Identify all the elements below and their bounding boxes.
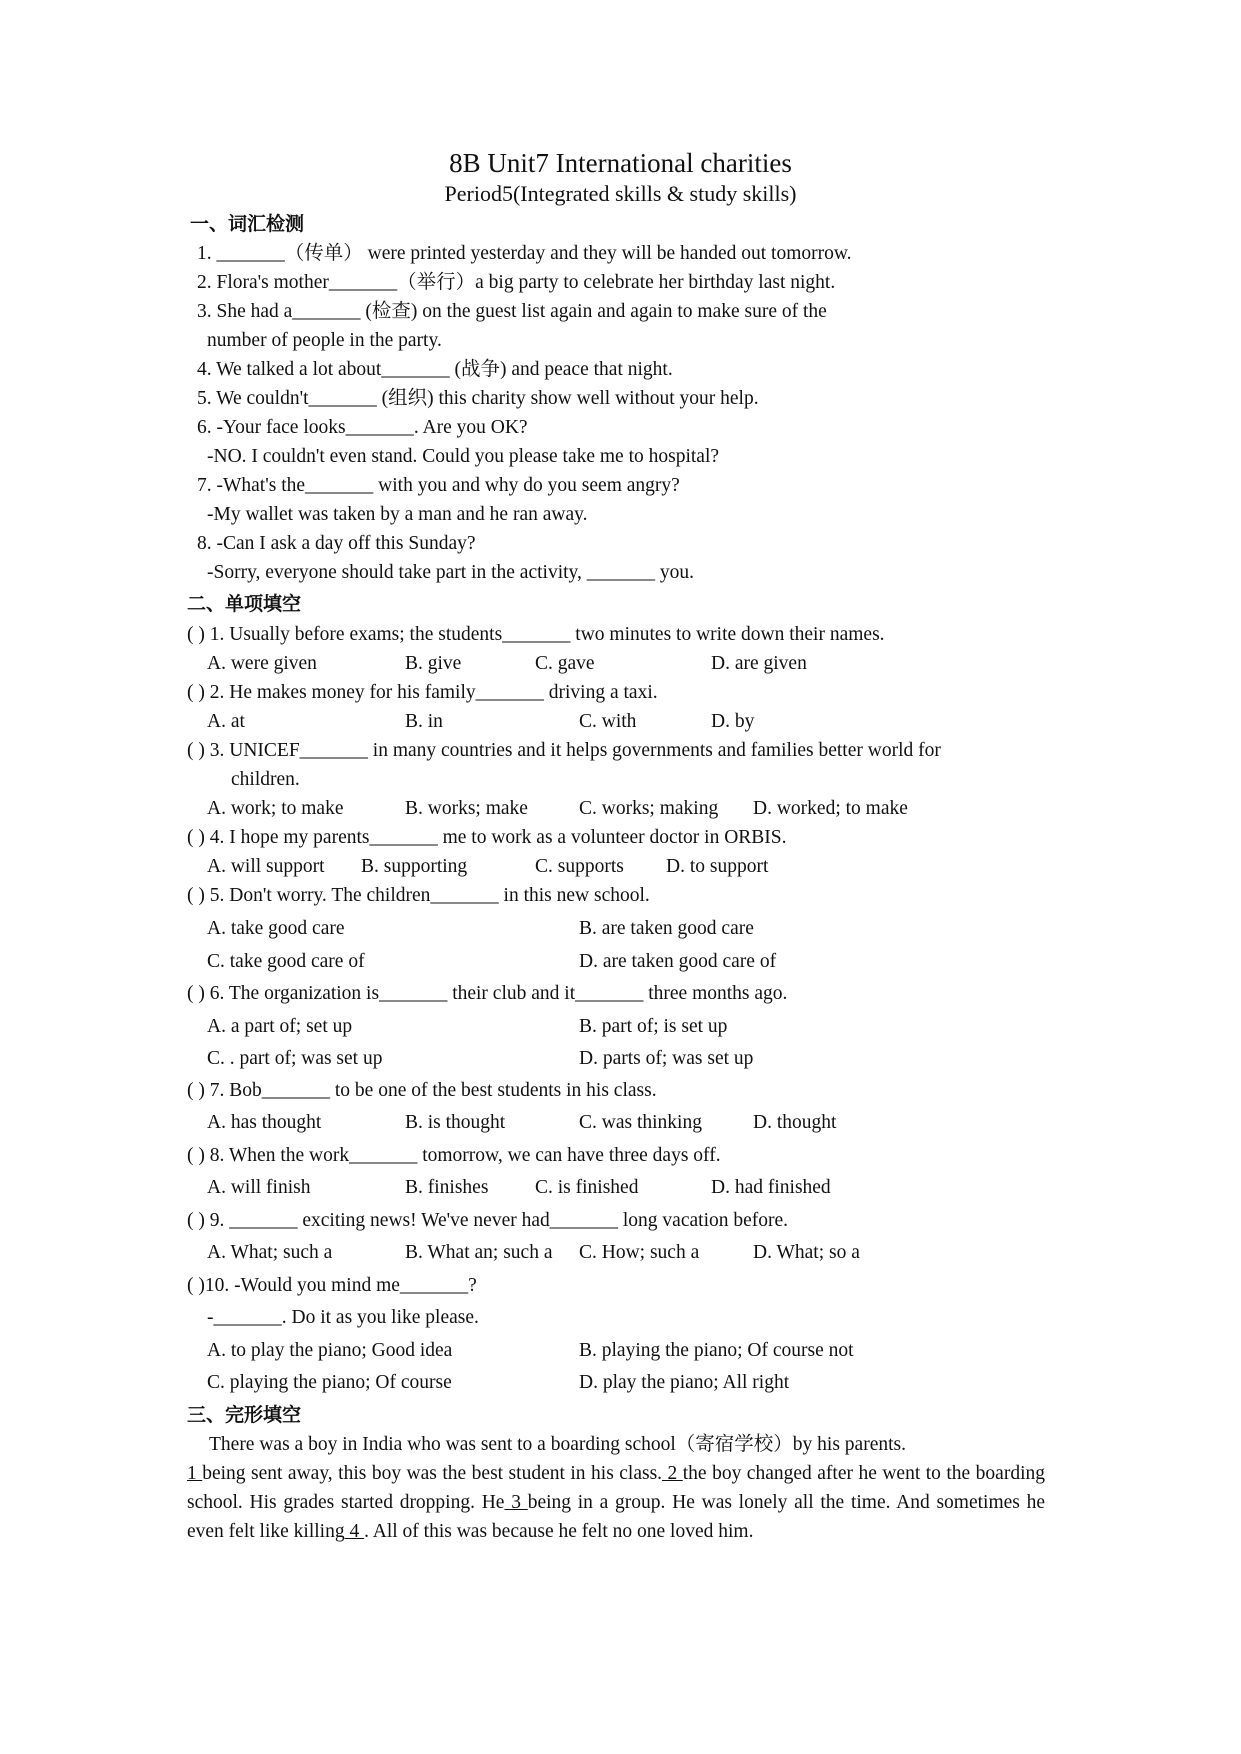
mc-q3-option-d: D. worked; to make — [753, 798, 908, 819]
mc-q8-option-b: B. finishes — [405, 1177, 489, 1198]
mc-q6-option-d: D. parts of; was set up — [579, 1048, 754, 1069]
mc-question-6: ( ) 6. The organization is_______ their club and it_______ three months ago. — [187, 983, 788, 1004]
vocab-item-7: 7. -What's the_______ with you and why do you seem angry? — [197, 475, 680, 496]
mc-q9-option-a: A. What; such a — [207, 1242, 333, 1263]
page-subtitle: Period5(Integrated skills & study skills) — [444, 181, 797, 206]
mc-q1-option-c: C. gave — [535, 653, 595, 674]
cloze-blank-1: 1 — [187, 1463, 203, 1484]
mc-q5-option-a: A. take good care — [207, 918, 345, 939]
mc-question-10-reply: -_______. Do it as you like please. — [207, 1307, 479, 1328]
vocab-item-8: 8. -Can I ask a day off this Sunday? — [197, 533, 476, 554]
mc-question-4: ( ) 4. I hope my parents_______ me to work as a volunteer doctor in ORBIS. — [187, 827, 787, 848]
mc-q6-option-b: B. part of; is set up — [579, 1016, 728, 1037]
mc-q7-option-c: C. was thinking — [579, 1112, 702, 1133]
page-title: 8B Unit7 International charities — [449, 148, 792, 178]
cloze-passage — [187, 1459, 1045, 1546]
mc-question-10: ( )10. -Would you mind me_______? — [187, 1275, 477, 1296]
section-heading-cloze: 三、完形填空 — [187, 1404, 302, 1426]
mc-q8-option-c: C. is finished — [535, 1177, 639, 1198]
mc-q5-option-c: C. take good care of — [207, 951, 365, 972]
mc-q2-option-a: A. at — [207, 711, 245, 732]
mc-q10-option-c: C. playing the piano; Of course — [207, 1372, 452, 1393]
mc-q7-option-d: D. thought — [753, 1112, 837, 1133]
mc-q4-option-a: A. will support — [207, 856, 325, 877]
vocab-item-3-cont: number of people in the party. — [207, 330, 442, 351]
vocab-item-8-reply: -Sorry, everyone should take part in the activity, _______ you. — [207, 562, 695, 583]
mc-q7-option-a: A. has thought — [207, 1112, 322, 1133]
mc-question-2: ( ) 2. He makes money for his family_______ driving a taxi. — [187, 682, 658, 703]
mc-question-1: ( ) 1. Usually before exams; the students_______ two minutes to write down their names. — [187, 624, 885, 645]
mc-q6-option-c: C. . part of; was set up — [207, 1048, 383, 1069]
mc-q10-option-d: D. play the piano; All right — [579, 1372, 790, 1393]
vocab-item-6-reply: -NO. I couldn't even stand. Could you please take me to hospital? — [207, 446, 720, 467]
mc-q9-option-c: C. How; such a — [579, 1242, 700, 1263]
vocab-item-6: 6. -Your face looks_______. Are you OK? — [197, 417, 528, 438]
mc-question-3: ( ) 3. UNICEF_______ in many countries and it helps governments and families better world for — [187, 740, 941, 761]
mc-q10-option-a: A. to play the piano; Good idea — [207, 1340, 453, 1361]
mc-q3-option-c: C. works; making — [579, 798, 719, 819]
mc-q2-option-c: C. with — [579, 711, 637, 732]
mc-question-5: ( ) 5. Don't worry. The children_______ in this new school. — [187, 885, 650, 906]
mc-q6-option-a: A. a part of; set up — [207, 1016, 353, 1037]
cloze-blank-4: 4 — [344, 1521, 365, 1542]
mc-q3-option-b: B. works; make — [405, 798, 528, 819]
mc-question-8: ( ) 8. When the work_______ tomorrow, we can have three days off. — [187, 1145, 721, 1166]
mc-q10-option-b: B. playing the piano; Of course not — [579, 1340, 854, 1361]
mc-q1-option-a: A. were given — [207, 653, 317, 674]
mc-q4-option-c: C. supports — [535, 856, 624, 877]
vocab-item-1: 1. _______（传单） were printed yesterday and they will be handed out tomorrow. — [197, 243, 852, 264]
cloze-blank-2: 2 — [662, 1463, 683, 1484]
mc-question-3-cont: children. — [231, 769, 300, 790]
mc-q2-option-b: B. in — [405, 711, 443, 732]
mc-q1-option-b: B. give — [405, 653, 462, 674]
mc-q4-option-d: D. to support — [666, 856, 769, 877]
mc-q9-option-d: D. What; so a — [753, 1242, 860, 1263]
vocab-item-7-reply: -My wallet was taken by a man and he ran away. — [207, 504, 588, 525]
mc-question-7: ( ) 7. Bob_______ to be one of the best students in his class. — [187, 1080, 657, 1101]
mc-q7-option-b: B. is thought — [405, 1112, 506, 1133]
vocab-item-5: 5. We couldn't_______ (组织) this charity show well without your help. — [197, 388, 759, 409]
cloze-text-2: the boy changed after he went to the boarding school. His grades started dropping. He — [187, 1463, 1045, 1513]
mc-q5-option-b: B. are taken good care — [579, 918, 754, 939]
cloze-text-1: being sent away, this boy was the best student in his class. — [202, 1463, 663, 1484]
mc-q9-option-b: B. What an; such a — [405, 1242, 553, 1263]
mc-q2-option-d: D. by — [711, 711, 755, 732]
cloze-blank-3: 3 — [504, 1492, 528, 1513]
mc-q8-option-a: A. will finish — [207, 1177, 311, 1198]
mc-q3-option-a: A. work; to make — [207, 798, 344, 819]
mc-question-9: ( ) 9. _______ exciting news! We've never had_______ long vacation before. — [187, 1210, 789, 1231]
mc-q8-option-d: D. had finished — [711, 1177, 831, 1198]
vocab-item-4: 4. We talked a lot about_______ (战争) and peace that night. — [197, 359, 673, 380]
section-heading-multiple-choice: 二、单项填空 — [187, 593, 302, 615]
mc-q5-option-d: D. are taken good care of — [579, 951, 777, 972]
vocab-item-3: 3. She had a_______ (检查) on the guest list again and again to make sure of the — [197, 301, 827, 322]
section-heading-vocabulary: 一、词汇检测 — [190, 213, 305, 235]
mc-q4-option-b: B. supporting — [361, 856, 468, 877]
mc-q1-option-d: D. are given — [711, 653, 807, 674]
cloze-first-line: There was a boy in India who was sent to a boarding school（寄宿学校）by his parents. — [209, 1434, 906, 1455]
cloze-text-3: being in a group. He was lonely all the time. And sometimes he even felt like killing — [187, 1492, 1046, 1542]
vocab-item-2: 2. Flora's mother_______（举行）a big party to celebrate her birthday last night. — [197, 272, 836, 293]
cloze-text-4: . All of this was because he felt no one loved him. — [364, 1521, 754, 1542]
